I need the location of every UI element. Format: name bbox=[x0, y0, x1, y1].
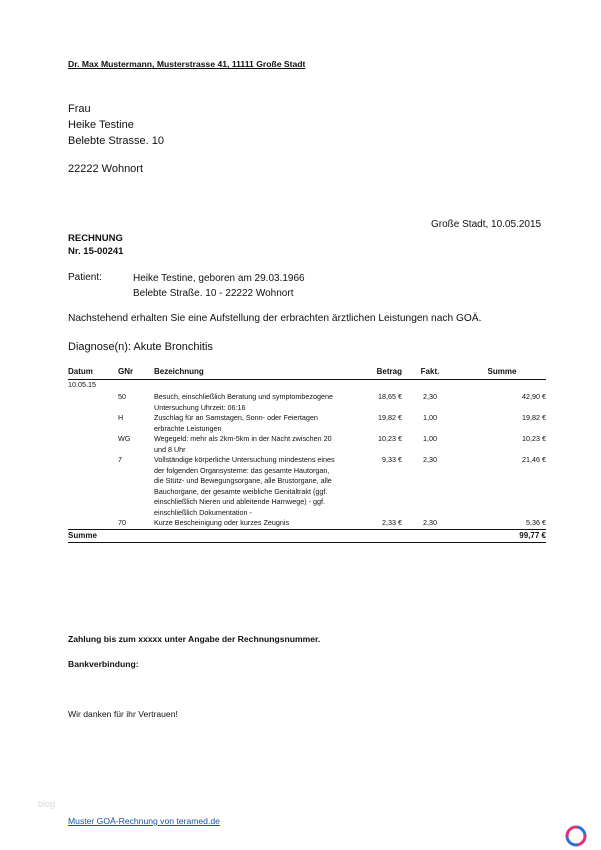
bank-label: Bankverbindung: bbox=[68, 659, 139, 669]
recipient-street: Belebte Strasse. 10 bbox=[68, 135, 165, 147]
row-gnr: 7 bbox=[118, 455, 122, 464]
row-summe: 19,82 € bbox=[522, 413, 546, 422]
swirl-logo-icon bbox=[565, 825, 587, 847]
row-bezeichnung: Besuch, einschließlich Beratung und symptombezogene Untersuchung Uhrzeit: 06:16 bbox=[154, 392, 333, 412]
recipient-city: 22222 Wohnort bbox=[68, 163, 144, 175]
date-line: Große Stadt, 10.05.2015 bbox=[431, 219, 542, 230]
row-betrag: 10,23 € bbox=[378, 434, 402, 443]
row-bezeichnung: Wegegeld: mehr als 2km-5km in der Nacht zwischen 20 und 8 Uhr bbox=[154, 434, 332, 454]
total-value: 99,77 € bbox=[458, 529, 546, 543]
row-fakt: 2,30 bbox=[423, 518, 437, 527]
table-row bbox=[68, 413, 546, 434]
table-row bbox=[68, 455, 546, 518]
table-header-row bbox=[68, 366, 546, 380]
table-row bbox=[68, 518, 546, 529]
row-summe: 42,90 € bbox=[522, 392, 546, 401]
intro-text: Nachstehend erhalten Sie eine Aufstellung der erbrachten ärztlichen Leistungen nach GOÄ. bbox=[68, 313, 482, 324]
row-betrag: 2,33 € bbox=[382, 518, 402, 527]
recipient-name: Heike Testine bbox=[68, 119, 134, 131]
row-betrag: 19,82 € bbox=[378, 413, 402, 422]
patient-line-2: Belebte Straße. 10 - 22222 Wohnort bbox=[133, 287, 294, 299]
total-label: Summe bbox=[68, 529, 458, 543]
row-summe: 21,46 € bbox=[522, 455, 546, 464]
patient-line-1: Heike Testine, geboren am 29.03.1966 bbox=[133, 273, 305, 284]
row-gnr: WG bbox=[118, 434, 131, 443]
table-row bbox=[68, 434, 546, 455]
row-fakt: 2,30 bbox=[423, 455, 437, 464]
table-total-row bbox=[68, 529, 546, 543]
table-row bbox=[68, 392, 546, 413]
thanks-text: Wir danken für ihr Vertrauen! bbox=[68, 709, 178, 719]
row-betrag: 9,33 € bbox=[382, 455, 402, 464]
invoice-table bbox=[68, 366, 546, 543]
payment-note: Zahlung bis zum xxxxx unter Angabe der Rechnungsnummer. bbox=[68, 634, 321, 644]
patient-details bbox=[133, 272, 305, 301]
header-datum: Datum bbox=[68, 366, 118, 380]
sender-line: Dr. Max Mustermann, Musterstrasse 41, 11111 Große Stadt bbox=[68, 59, 306, 69]
table-row-date bbox=[68, 380, 546, 393]
row-date: 10.05.15 bbox=[68, 380, 96, 389]
header-gnr: GNr bbox=[118, 366, 154, 380]
header-summe: Summe bbox=[458, 366, 546, 380]
patient-label: Patient: bbox=[68, 272, 102, 283]
invoice-title: RECHNUNG bbox=[68, 233, 123, 244]
row-fakt: 1,00 bbox=[423, 413, 437, 422]
row-bezeichnung: Vollständige körperliche Untersuchung mindestens eines der folgenden Organsysteme: das gesamte Hautorgan, die Stütz- und Bewegungsorgane, alle Brustorgane, alle Bauchorgane, der gesamte weibliche Genitaltrakt (ggf. einschließlich Nieren und ableitende Harnwege) - ggf. einschließlich Dokumentation - bbox=[154, 455, 335, 517]
invoice-heading bbox=[68, 232, 123, 258]
watermark: blog bbox=[38, 799, 56, 809]
row-summe: 5,36 € bbox=[526, 518, 546, 527]
row-betrag: 18,65 € bbox=[378, 392, 402, 401]
recipient-salutation: Frau bbox=[68, 103, 91, 115]
header-bezeichnung: Bezeichnung bbox=[154, 366, 340, 380]
row-fakt: 1,00 bbox=[423, 434, 437, 443]
row-fakt: 2,30 bbox=[423, 392, 437, 401]
row-bezeichnung: Kurze Bescheinigung oder kurzes Zeugnis bbox=[154, 518, 290, 527]
row-gnr: 50 bbox=[118, 392, 126, 401]
diagnosis: Diagnose(n): Akute Bronchitis bbox=[68, 341, 213, 353]
row-summe: 10,23 € bbox=[522, 434, 546, 443]
header-fakt: Fakt. bbox=[402, 366, 458, 380]
invoice-number: Nr. 15-00241 bbox=[68, 246, 124, 257]
row-bezeichnung: Zuschlag für an Samstagen, Sonn- oder Feiertagen erbrachte Leistungen bbox=[154, 413, 318, 433]
row-gnr: 70 bbox=[118, 518, 126, 527]
row-gnr: H bbox=[118, 413, 124, 422]
footer-link[interactable]: Muster GOÄ-Rechnung von teramed.de bbox=[68, 816, 220, 826]
header-betrag: Betrag bbox=[340, 366, 402, 380]
